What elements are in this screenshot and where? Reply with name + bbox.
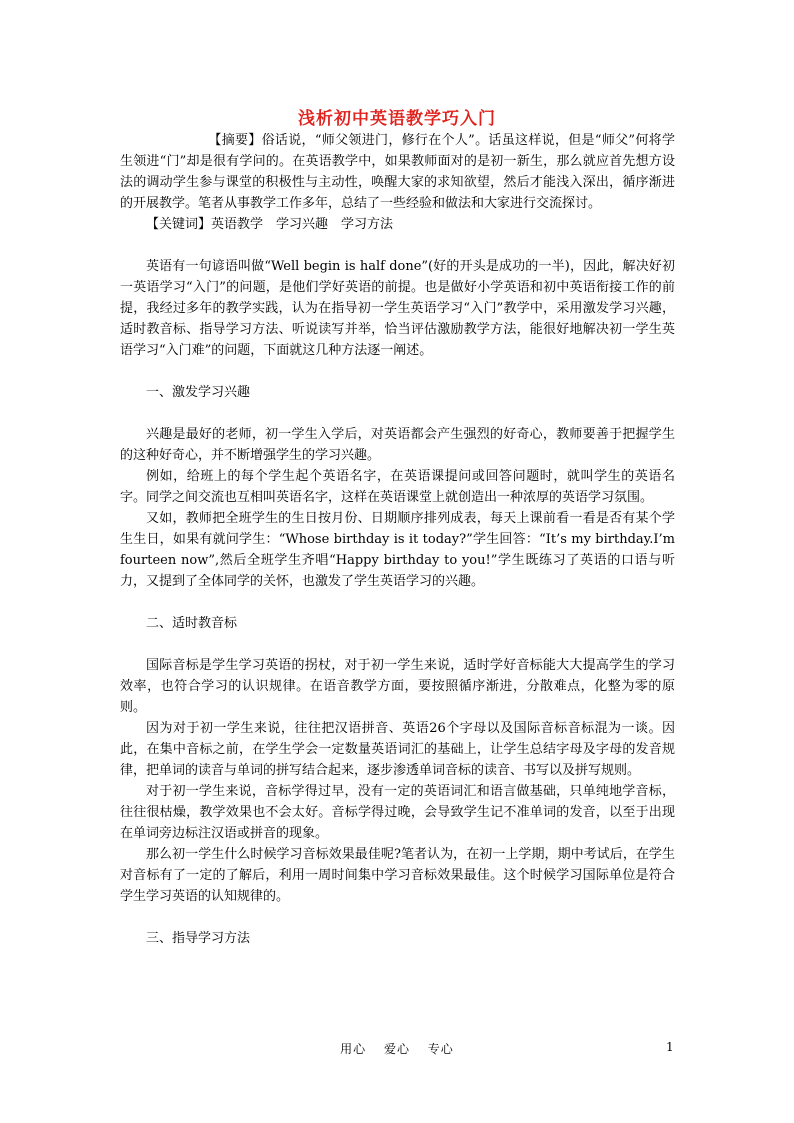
intro-paragraph: 英语有一句谚语叫做“Well begin is half done”(好的开头是成功的一半)，因此，解决好初一英语学习“入门”的问题，是他们学好英语的前提。也是做好小学英语和初中英语衔接工作的前提，我经过多年的教学实践，认为在指导初一学生英语学习“入门”教学中，采用激发学习兴趣，适时教音标、指导学习方法、听说读写并举，恰当评估激励教学方法，能很好地解决初一学生英语学习“入门难”的问题，下面就这几种方法逐一阐述。 [120,259,675,358]
section-heading-3: 三、指导学习方法 [146,931,251,946]
section1-paragraph: 例如，给班上的每个学生起个英语名字，在英语课提问或回答问题时，就叫学生的英语名字。同学之间交流也互相叫英语名字，这样在英语课堂上就创造出一种浓厚的英语学习氛围。 [120,469,675,505]
page-footer: 用心 爱心 专心 [340,1042,454,1056]
section1-paragraph: 兴趣是最好的老师，初一学生入学后，对英语都会产生强烈的好奇心，教师要善于把握学生的这种好奇心，并不断增强学生的学习兴趣。 [120,427,675,463]
section2-paragraph: 那么初一学生什么时候学习音标效果最佳呢?笔者认为，在初一上学期，期中考试后，在学生对音标有了一定的了解后，利用一周时间集中学习音标效果最佳。这个时候学习国际单位是符合学生学习英语的认知规律的。 [120,847,675,904]
section2-paragraph: 国际音标是学生学习英语的拐杖，对于初一学生来说，适时学好音标能大大提高学生的学习效率，也符合学习的认识规律。在语音教学方面，要按照循序渐进，分散难点，化整为零的原则。 [120,658,675,715]
abstract-paragraph: 【摘要】俗话说，“师父领进门，修行在个人”。话虽这样说，但是“师父”何将学生领进“门”却是很有学问的。在英语教学中，如果教师面对的是初一新生，那么就应首先想方设法的调动学生参与课堂的积极性与主动性，唤醒大家的求知欲望，然后才能浅入深出，循序渐进的开展教学。笔者从事教学工作多年，总结了一些经验和做法和大家进行交流探讨。 [120,133,675,211]
section2-paragraph: 对于初一学生来说，音标学得过早，没有一定的英语词汇和语言做基础，只单纯地学音标，往往很枯燥，教学效果也不会太好。音标学得过晚，会导致学生记不准单词的发音，以至于出现在单词旁边标注汉语或拼音的现象。 [120,784,675,841]
document-title: 浅析初中英语教学巧入门 [298,109,496,129]
section2-paragraph: 因为对于初一学生来说，往往把汉语拼音、英语26个字母以及国际音标音标混为一谈。因此，在集中音标之前，在学生学会一定数量英语词汇的基础上，让学生总结字母及字母的发音规律，把单词的读音与单词的拼写结合起来，逐步渗透单词音标的读音、书写以及拼写规则。 [120,721,675,778]
document-body [120,130,675,949]
section-heading-2: 二、适时教音标 [146,616,238,631]
section-heading-1: 一、激发学习兴趣 [146,385,251,400]
section1-paragraph: 又如，教师把全班学生的生日按月份、日期顺序排列成表，每天上课前看一看是否有某个学生生日，如果有就问学生：“Whose birthday is it today?”学生回答：“It’s my birthday.I’m fourteen now”,然后全班学生齐唱“Happy birthday to you!”学生既练习了英语的口语与听力，又提到了全体同学的关怀，也激发了学生英语学习的兴趣。 [120,511,675,589]
page-number: 1 [666,1040,674,1054]
keywords-line: 【关键词】英语教学 学习兴趣 学习方法 [146,217,394,232]
